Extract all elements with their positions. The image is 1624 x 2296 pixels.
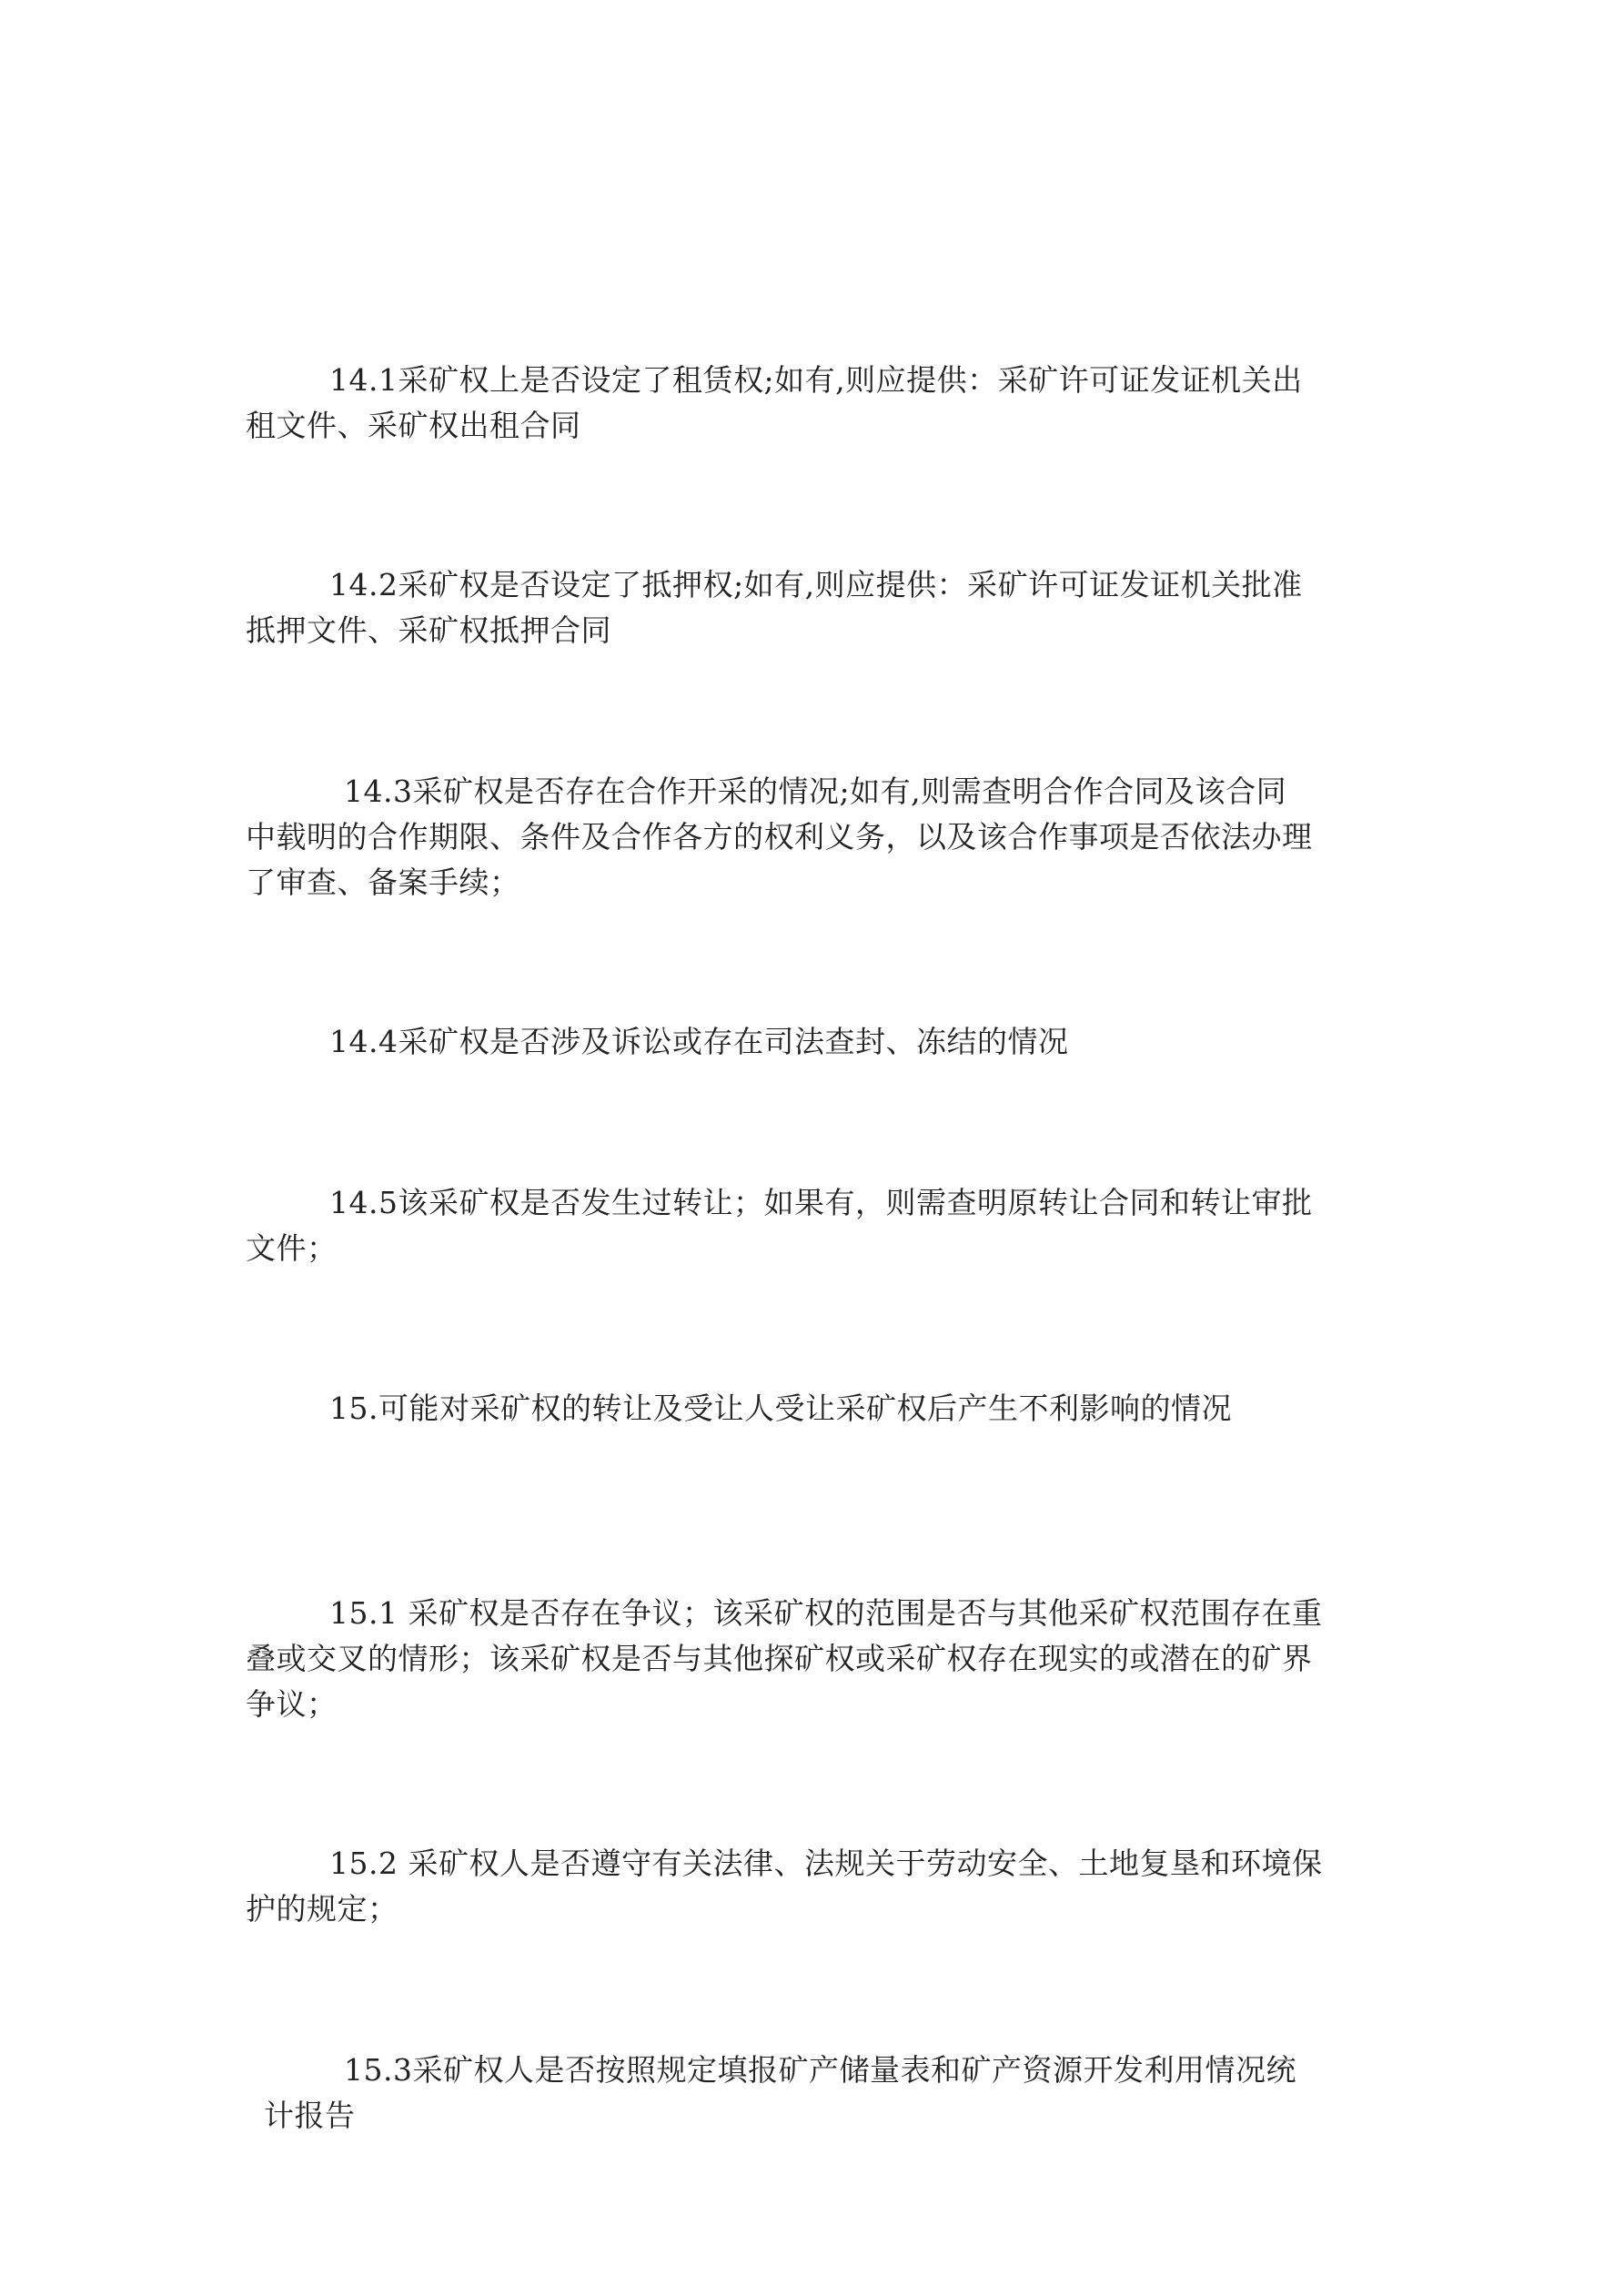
paragraph-line: 租文件、采矿权出租合同 bbox=[246, 408, 581, 443]
paragraph-14-5 bbox=[246, 1180, 1383, 1271]
paragraph-line: 文件； bbox=[246, 1230, 338, 1266]
paragraph-line: 15.1 采矿权是否存在争议；该采矿权的范围是否与其他采矿权范围存在重 bbox=[329, 1595, 1323, 1631]
paragraph-line: 14.1采矿权上是否设定了租赁权;如有,则应提供：采矿许可证发证机关出 bbox=[329, 362, 1303, 398]
paragraph-line: 抵押文件、采矿权抵押合同 bbox=[246, 612, 611, 648]
paragraph-line: 14.5该采矿权是否发生过转让；如果有，则需查明原转让合同和转让审批 bbox=[329, 1185, 1313, 1220]
paragraph-line: 了审查、备案手续； bbox=[246, 865, 520, 900]
paragraph-line: 中载明的合作期限、条件及合作各方的权利义务，以及该合作事项是否依法办理 bbox=[246, 819, 1313, 855]
paragraph-15-3 bbox=[246, 2048, 1383, 2139]
paragraph-line: 15.可能对采矿权的转让及受让人受让采矿权后产生不利影响的情况 bbox=[329, 1391, 1232, 1426]
paragraph-14-1 bbox=[246, 358, 1383, 449]
paragraph-line: 15.2 采矿权人是否遵守有关法律、法规关于劳动安全、土地复垦和环境保 bbox=[329, 1846, 1323, 1881]
paragraph-line: 15.3采矿权人是否按照规定填报矿产储量表和矿产资源开发利用情况统 bbox=[344, 2052, 1296, 2088]
paragraph-line: 14.4采矿权是否涉及诉讼或存在司法查封、冻结的情况 bbox=[329, 1024, 1069, 1059]
paragraph-14-3 bbox=[246, 769, 1383, 905]
paragraph-line: 14.2采矿权是否设定了抵押权;如有,则应提供：采矿许可证发证机关批准 bbox=[329, 567, 1303, 602]
paragraph-15-2 bbox=[246, 1841, 1383, 1932]
paragraph-15 bbox=[246, 1386, 1383, 1431]
paragraph-14-4 bbox=[246, 1019, 1383, 1065]
paragraph-15-1 bbox=[246, 1591, 1383, 1727]
paragraph-line: 护的规定； bbox=[246, 1891, 398, 1927]
paragraph-14-2 bbox=[246, 562, 1383, 653]
paragraph-line: 争议； bbox=[246, 1686, 338, 1722]
paragraph-line: 叠或交叉的情形；该采矿权是否与其他探矿权或采矿权存在现实的或潜在的矿界 bbox=[246, 1641, 1313, 1676]
paragraph-line: 计报告 bbox=[264, 2098, 356, 2133]
paragraph-line: 14.3采矿权是否存在合作开采的情况;如有,则需查明合作合同及该合同 bbox=[344, 774, 1287, 809]
